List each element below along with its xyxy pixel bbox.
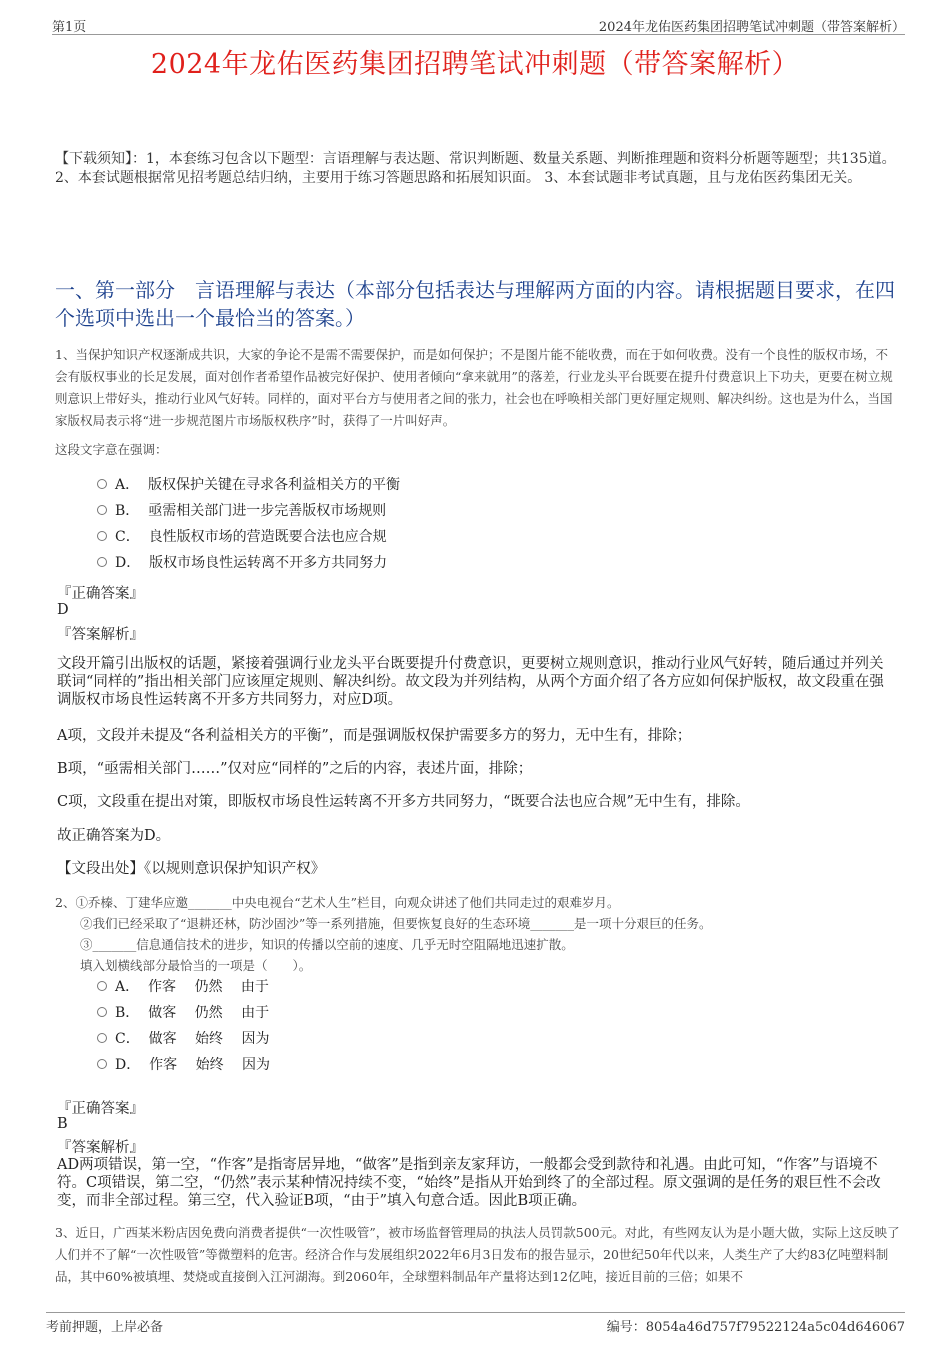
q1-analysis-b: B项，“亟需相关部门……”仅对应“同样的”之后的内容，表述片面，排除； bbox=[57, 761, 533, 777]
document-title: 2024年龙佑医药集团招聘笔试冲刺题（带答案解析） bbox=[150, 49, 800, 80]
q2-option-d[interactable]: D． 作客 始终 因为 bbox=[97, 1054, 270, 1076]
radio-icon[interactable] bbox=[97, 531, 107, 541]
page-header bbox=[52, 14, 905, 35]
q1-conclusion: 故正确答案为D。 bbox=[57, 828, 171, 844]
q1-option-a[interactable]: A． 版权保护关键在寻求各利益相关方的平衡 bbox=[97, 474, 400, 496]
footer-slogan: 考前押题，上岸必备 bbox=[46, 1320, 164, 1335]
download-notice: 【下载须知】：1，本套练习包含以下题型：言语理解与表达题、常识判断题、数量关系题、判断推理题和资料分析题等题型；共135道。 2、本套试题根据常见招考题总结归纳，主要用于练习答题思路和拓展知识面。 3、本套试题非考试真题，且与龙佑医药集团无关。 bbox=[55, 151, 896, 186]
q2-answer-label: 『正确答案』 bbox=[57, 1101, 144, 1117]
q3-text: 3、近日，广西某米粉店因免费向消费者提供“一次性吸管”，被市场监督管理局的执法人员罚款500元。对此，有些网友认为是小题大做，实际上这反映了人们并不了解“一次性吸管”等微塑料的危害。经济合作与发展组织2022年6月3日发布的报告显示，20世纪50年代以来，人类生产了大约83亿吨塑料制品，其中60%被填埋、焚烧或直接倒入江河湖海。到2060年，全球塑料制品年产量将达到12亿吨，接近目前的三倍；如果不 bbox=[55, 1225, 900, 1284]
radio-icon[interactable] bbox=[97, 479, 107, 489]
q2-line-2: ②我们已经采取了“退耕还林，防沙固沙”等一系列措施，但要恢复良好的生态环境_______是一项十分艰巨的任务。 bbox=[80, 916, 712, 931]
radio-icon[interactable] bbox=[97, 1033, 107, 1043]
q2-analysis-label: 『答案解析』 bbox=[57, 1140, 144, 1156]
q1-option-c[interactable]: C． 良性版权市场的营造既要合法也应合规 bbox=[97, 526, 387, 548]
radio-icon[interactable] bbox=[97, 505, 107, 515]
radio-icon[interactable] bbox=[97, 1059, 107, 1069]
section-heading: 一、第一部分 言语理解与表达（本部分包括表达与理解两方面的内容。请根据题目要求，在四个选项中选出一个最恰当的答案。） bbox=[55, 278, 895, 330]
q2-option-a[interactable]: A． 作客 仍然 由于 bbox=[97, 976, 269, 998]
q1-source: 【文段出处】《以规则意识保护知识产权》 bbox=[57, 861, 326, 877]
q1-answer: D bbox=[57, 602, 69, 618]
q1-answer-label: 『正确答案』 bbox=[57, 586, 144, 602]
q2-option-b[interactable]: B． 做客 仍然 由于 bbox=[97, 1002, 269, 1024]
q1-option-d[interactable]: D． 版权市场良性运转离不开多方共同努力 bbox=[97, 552, 387, 574]
q2-option-c[interactable]: C． 做客 始终 因为 bbox=[97, 1028, 270, 1050]
q1-text: 1、当保护知识产权逐渐成共识，大家的争论不是需不需要保护，而是如何保护；不是图片能不能收费，而在于如何收费。没有一个良性的版权市场，不会有版权事业的长足发展，面对创作者希望作品被完好保护、使用者倾向“拿来就用”的落差，行业龙头平台既要在提升付费意识上下功夫，更要在树立规则意识上带好头，推动行业风气好转。同样的，面对平台方与使用者之间的张力，社会也在呼唤相关部门更好厘定规则、解决纠纷。这也是为什么，当国家版权局表示将“进一步规范图片市场版权秩序”时，获得了一片叫好声。 bbox=[55, 347, 893, 428]
q1-analysis-a: A项，文段并未提及“各利益相关方的平衡”，而是强调版权保护需要多方的努力，无中生有，排除； bbox=[57, 728, 692, 744]
q1-analysis-label: 『答案解析』 bbox=[57, 627, 144, 643]
radio-icon[interactable] bbox=[97, 981, 107, 991]
q1-analysis-main: 文段开篇引出版权的话题，紧接着强调行业龙头平台既要提升付费意识，更要树立规则意识，推动行业风气好转，随后通过并列关联词“同样的”指出相关部门应该厘定规则、解决纠纷。故文段为并列结构，从两个方面介绍了各方应如何保护版权，故文段重在强调版权市场良性运转离不开多方共同努力，对应D项。 bbox=[57, 656, 884, 708]
q2-analysis: AD两项错误，第一空，“作客”是指寄居异地，“做客”是指到亲友家拜访，一般都会受到款待和礼遇。由此可知，“作客”与语境不符。C项错误，第二空，“仍然”表示某种情况持续不变，“始终”是指从开始到终了的全部过程。原文强调的是任务的艰巨性不会改变，而非全部过程。第三空，代入验证B项，“由于”填入句意合适。因此B项正确。 bbox=[57, 1157, 881, 1209]
page-footer bbox=[46, 1312, 905, 1333]
q1-analysis-c: C项，文段重在提出对策，即版权市场良性运转离不开多方共同努力，“既要合法也应合规”无中生有，排除。 bbox=[57, 794, 750, 810]
footer-doc-id: 编号：8054a46d757f79522124a5c04d646067 bbox=[606, 1320, 905, 1335]
q2-answer: B bbox=[57, 1116, 68, 1132]
q1-option-b[interactable]: B． 亟需相关部门进一步完善版权市场规则 bbox=[97, 500, 386, 522]
header-doc-title: 2024年龙佑医药集团招聘笔试冲刺题（带答案解析） bbox=[598, 20, 905, 35]
page-number: 第1页 bbox=[52, 20, 87, 35]
radio-icon[interactable] bbox=[97, 557, 107, 567]
q2-prompt: 填入划横线部分最恰当的一项是（ ）。 bbox=[80, 958, 312, 973]
q2-line-1: 2、①乔榛、丁建华应邀_______中央电视台“艺术人生”栏目，向观众讲述了他们共同走过的艰难岁月。 bbox=[55, 895, 620, 910]
q2-line-3: ③_______信息通信技术的进步，知识的传播以空前的速度、几乎无时空阻隔地迅速扩散。 bbox=[80, 937, 574, 952]
radio-icon[interactable] bbox=[97, 1007, 107, 1017]
q1-prompt: 这段文字意在强调： bbox=[55, 442, 168, 457]
